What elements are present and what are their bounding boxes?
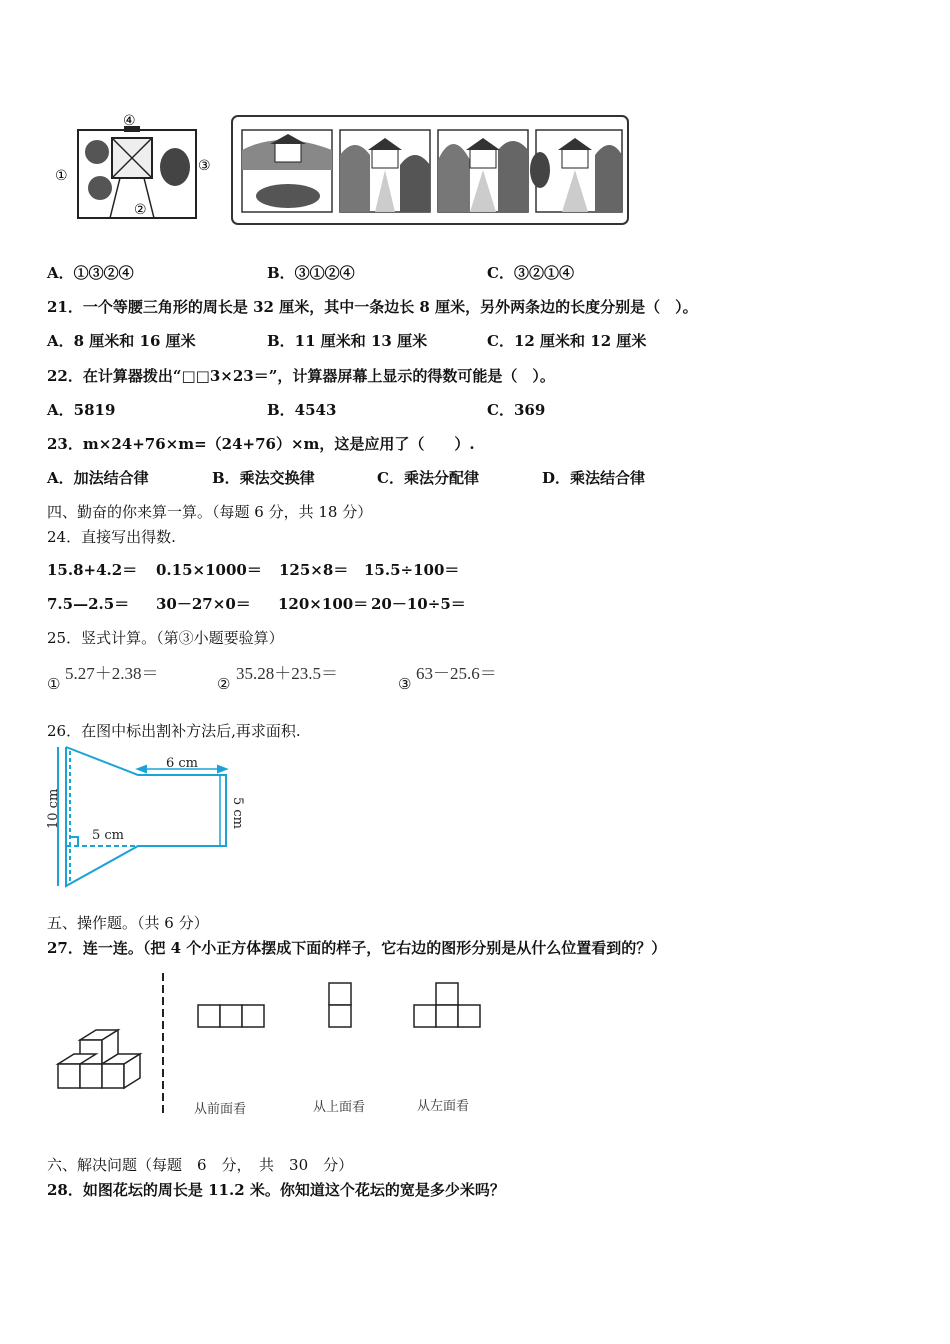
q24-item: 125×8＝ xyxy=(279,561,349,579)
caption-left[interactable]: 从左面看 xyxy=(417,1099,470,1114)
q26-figure xyxy=(40,745,260,895)
view-left-cell xyxy=(414,1005,436,1027)
view-top-cell xyxy=(329,983,351,1005)
q24-item: 20－10÷5＝ xyxy=(371,595,466,613)
q23-question: 23．m×24+76×m=（24+76）×m，这是应用了（ ）. xyxy=(47,435,475,453)
view-left-cell xyxy=(436,983,458,1005)
q21-option-c[interactable]: C．12 厘米和 12 厘米 xyxy=(487,332,647,350)
photo-2 xyxy=(340,130,430,212)
fig-label-4: ④ xyxy=(123,113,136,129)
cube xyxy=(58,1064,80,1088)
q23-option-a[interactable]: A．加法结合律 xyxy=(47,469,149,487)
q20-option-a[interactable]: A．①③②④ xyxy=(47,264,134,282)
q21-question: 21．一个等腰三角形的周长是 32 厘米，其中一条边长 8 厘米，另外两条边的长度分别是（ ）。 xyxy=(47,298,698,316)
q22-question: 22．在计算器拨出“□□3×23＝”，计算器屏幕上显示的得数可能是（ ）。 xyxy=(47,367,555,385)
view-top-cell xyxy=(329,1005,351,1027)
q26-title: 26．在图中标出割补方法后,再求面积. xyxy=(47,722,301,740)
q28-title: 28．如图花坛的周长是 11.2 米。你知道这个花坛的宽是多少米吗？ xyxy=(47,1181,505,1199)
q22-option-a[interactable]: A．5819 xyxy=(47,401,116,419)
q24-item: 0.15×1000＝ xyxy=(156,561,262,579)
q24-item: 15.5÷100＝ xyxy=(364,561,460,579)
fig-label-1: ① xyxy=(55,168,68,184)
q21-option-a[interactable]: A．8 厘米和 16 厘米 xyxy=(47,332,196,350)
q24-title: 24．直接写出得数. xyxy=(47,528,176,546)
section4-heading: 四、勤奋的你来算一算。（每题 6 分，共 18 分） xyxy=(47,503,373,521)
q25-expr-1: 5.27＋2.38＝ xyxy=(65,664,159,683)
caption-top[interactable]: 从上面看 xyxy=(313,1100,366,1115)
q23-option-c[interactable]: C．乘法分配律 xyxy=(377,469,479,487)
q25-num-1: ① xyxy=(47,675,61,693)
q25-expr-2: 35.28＋23.5＝ xyxy=(236,664,338,683)
q22-option-c[interactable]: C．369 xyxy=(487,401,546,419)
q25-expr-3: 63－25.6＝ xyxy=(416,664,497,683)
q26-label-inner: 5 cm xyxy=(92,828,125,843)
q22-option-b[interactable]: B．4543 xyxy=(267,401,337,419)
q26-label-right: 5 cm xyxy=(230,797,245,830)
view-front-cell xyxy=(198,1005,220,1027)
q27-title: 27．连一连。（把 4 个小正方体摆成下面的样子，它右边的图形分别是从什么位置看到的？） xyxy=(47,939,667,957)
q24-item: 15.8+4.2＝ xyxy=(47,561,138,579)
photo-1 xyxy=(242,130,332,212)
photo-4 xyxy=(530,130,622,212)
fig-label-3: ③ xyxy=(198,158,211,174)
map-tree-bottom xyxy=(88,176,112,200)
map-tree-top xyxy=(85,140,109,164)
section5-heading: 五、操作题。（共 6 分） xyxy=(47,914,209,932)
fig-label-2: ② xyxy=(134,202,147,218)
q20-option-b[interactable]: B．③①②④ xyxy=(267,264,355,282)
cube xyxy=(80,1064,102,1088)
q24-item: 120×100＝ xyxy=(278,595,369,613)
cube xyxy=(102,1064,124,1088)
view-front-cell xyxy=(220,1005,242,1027)
q20-option-c[interactable]: C．③②①④ xyxy=(487,264,574,282)
view-left-cell xyxy=(436,1005,458,1027)
q23-option-b[interactable]: B．乘法交换律 xyxy=(212,469,315,487)
q25-title: 25．竖式计算。（第③小题要验算） xyxy=(47,629,284,647)
map-pond xyxy=(160,148,190,186)
caption-front[interactable]: 从前面看 xyxy=(194,1102,247,1117)
q24-item: 7.5—2.5＝ xyxy=(47,595,130,613)
q23-option-d[interactable]: D．乘法结合律 xyxy=(542,469,646,487)
q24-item: 30－27×0＝ xyxy=(156,595,251,613)
q20-figure xyxy=(50,110,640,232)
q25-num-2: ② xyxy=(217,675,231,693)
view-left-cell xyxy=(458,1005,480,1027)
photo-3 xyxy=(438,130,528,212)
view-front-cell xyxy=(242,1005,264,1027)
q26-label-top: 6 cm xyxy=(166,756,199,771)
q26-label-left: 10 cm xyxy=(46,788,61,829)
q21-option-b[interactable]: B．11 厘米和 13 厘米 xyxy=(267,332,428,350)
section6-heading: 六、解决问题（每题 6 分， 共 30 分） xyxy=(47,1156,354,1174)
q25-num-3: ③ xyxy=(398,675,412,693)
